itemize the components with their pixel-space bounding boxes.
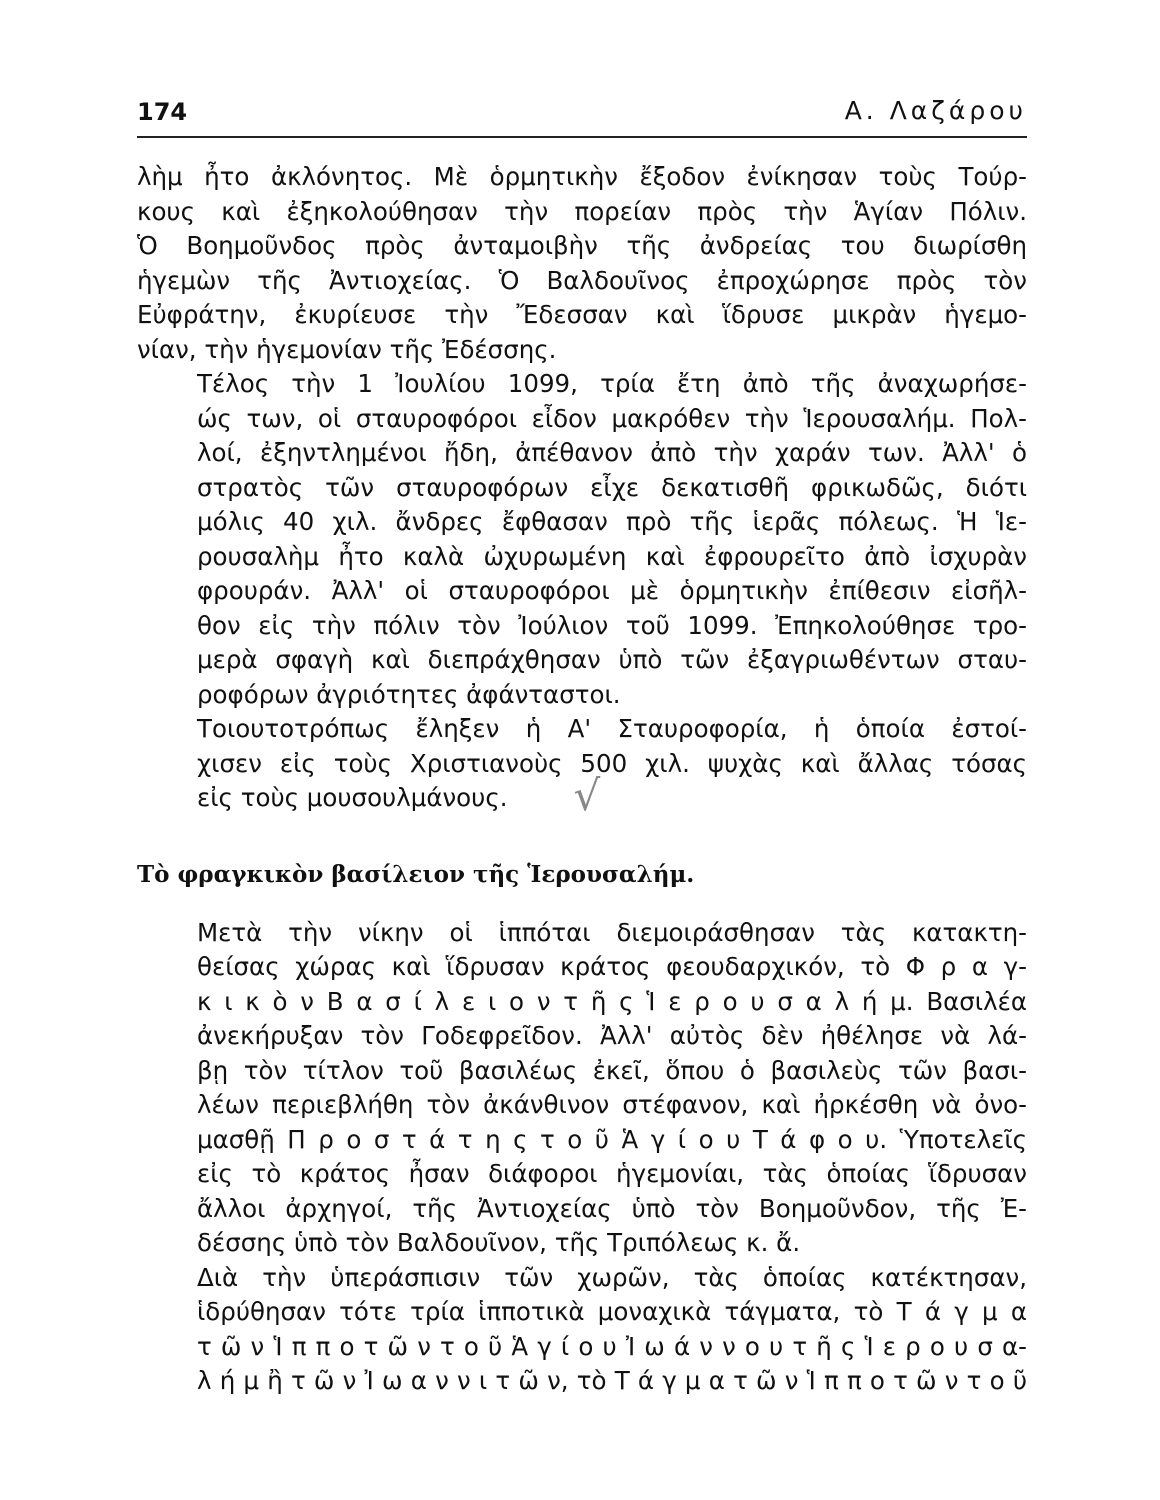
text-line: μασθῇ Π ρ ο σ τ ά τ η ς τ ο ῦ Ἁ γ ί ο υ Τ ά φ ο υ. Ὑποτελεῖς: [197, 1124, 1027, 1154]
text-line: θον εἰς τὴν πόλιν τὸν Ἰούλιον τοῦ 1099. Ἐπηκολούθησε τρο-: [197, 610, 1027, 640]
paragraph: [137, 916, 1027, 1261]
text-line: Τοιουτοτρόπως ἔληξεν ἡ Α' Σταυροφορία, ἡ ὁποία ἐστοί-: [197, 714, 1027, 743]
text-line: ροφόρων ἀγριότητες ἀφάνταστοι.: [197, 679, 621, 709]
text-line: ἱδρύθησαν τότε τρία ἱπποτικὰ μοναχικὰ τάγματα, τὸ Τ ά γ μ α: [197, 1297, 1027, 1326]
paragraph: [137, 1261, 1027, 1399]
text-line: Μετὰ τὴν νίκην οἱ ἱππόται διεμοιράσθησαν τὰς κατακτη-: [197, 917, 1027, 947]
text-line: Εὐφράτην, ἐκυρίευσε τὴν Ἔδεσσαν καὶ ἵδρυσε μικρὰν ἡγεμο-: [137, 300, 1027, 329]
paragraph: [137, 367, 1027, 712]
text-line: λ ή μ ἢ τ ῶ ν Ἰ ω α ν ν ι τ ῶ ν, τὸ Τ ά γ μ α τ ῶ ν Ἱ π π ο τ ῶ ν τ ο ῦ: [197, 1366, 1027, 1395]
page-header: [137, 96, 1027, 138]
text-line: τ ῶ ν Ἱ π π ο τ ῶ ν τ ο ῦ Ἁ γ ί ο υ Ἰ ω ά ν ν ο υ τ ῆ ς Ἱ ε ρ ο υ σ α-: [197, 1331, 1027, 1361]
text-line: δέσσης ὑπὸ τὸν Βαλδουῖνον, τῆς Τριπόλεως κ. ἄ.: [197, 1228, 801, 1257]
page-number: 174: [137, 98, 188, 126]
text-line: λὴμ ἦτο ἀκλόνητος. Μὲ ὁρμητικὴν ἔξοδον ἐνίκησαν τοὺς Τούρ-: [137, 162, 1027, 191]
running-head: Α. Λαζάρου: [844, 96, 1027, 125]
text-line: κ ι κ ὸ ν Β α σ ί λ ε ι ο ν τ ῆ ς Ἱ ε ρ ο υ σ α λ ή μ. Βασιλέα: [197, 986, 1027, 1016]
text-line: βῃ τὸν τίτλον τοῦ βασιλέως ἐκεῖ, ὅπου ὁ βασιλεὺς τῶν βασι-: [197, 1055, 1027, 1085]
text-line: φρουράν. Ἀλλ' οἱ σταυροφόροι μὲ ὁρμητικὴν ἐπίθεσιν εἰσῆλ-: [197, 576, 1027, 605]
text-line: χισεν εἰς τοὺς Χριστιανοὺς 500 χιλ. ψυχὰς καὶ ἄλλας τόσας: [197, 748, 1027, 778]
text-line: κους καὶ ἐξηκολούθησαν τὴν πορείαν πρὸς τὴν Ἁγίαν Πόλιν.: [137, 196, 1027, 226]
text-line: Ὁ Βοημοῦνδος πρὸς ἀνταμοιβὴν τῆς ἀνδρείας του διωρίσθη: [137, 231, 1027, 260]
text-line: μερὰ σφαγὴ καὶ διεπράχθησαν ὑπὸ τῶν ἐξαγριωθέντων σταυ-: [197, 645, 1027, 674]
text-line: ώς των, οἱ σταυροφόροι εἶδον μακρόθεν τὴν Ἱερουσαλήμ. Πολ-: [197, 403, 1027, 433]
text-line: ἡγεμὼν τῆς Ἀντιοχείας. Ὁ Βαλδουῖνος ἐπροχώρησε πρὸς τὸν: [137, 265, 1027, 295]
text-line: στρατὸς τῶν σταυροφόρων εἶχε δεκατισθῆ φρικωδῶς, διότι: [197, 472, 1027, 502]
text-line: ἀνεκήρυξαν τὸν Γοδεφρεῖδον. Ἀλλ' αὐτὸς δὲν ἠθέλησε νὰ λά-: [197, 1021, 1027, 1050]
text-line: εἰς τὸ κράτος ἦσαν διάφοροι ἡγεμονίαι, τὰς ὁποίας ἵδρυσαν: [197, 1159, 1027, 1188]
paragraph: [137, 712, 1027, 820]
text-line: Τέλος τὴν 1 Ἰουλίου 1099, τρία ἔτη ἀπὸ τῆς ἀναχωρήσε-: [197, 369, 1027, 398]
text-line: λοί, ἐξηντλημένοι ἤδη, ἀπέθανον ἀπὸ τὴν χαράν των. Ἀλλ' ὁ: [197, 438, 1027, 467]
text-line: θείσας χώρας καὶ ἵδρυσαν κράτος φεουδαρχικόν, τὸ Φ ρ α γ-: [197, 952, 1027, 981]
text-line: [137, 771, 1027, 820]
text-line: Διὰ τὴν ὑπεράσπισιν τῶν χωρῶν, τὰς ὁποίας κατέκτησαν,: [197, 1262, 1027, 1292]
text-line: μόλις 40 χιλ. ἄνδρες ἔφθασαν πρὸ τῆς ἱερᾶς πόλεως. Ἡ Ἱε-: [197, 507, 1027, 536]
section-heading: Τὸ φραγκικὸν βασίλειον τῆς Ἱερουσαλήμ.: [137, 860, 695, 888]
text-line: ρουσαλὴμ ἦτο καλὰ ὠχυρωμένη καὶ ἐφρουρεῖτο ἀπὸ ἰσχυρὰν: [197, 541, 1027, 571]
text-line-content: εἰς τοὺς μουσουλμάνους.: [197, 783, 508, 812]
text-line: λέων περιεβλήθη τὸν ἀκάνθινον στέφανον, καὶ ἠρκέσθη νὰ ὀνο-: [197, 1090, 1027, 1119]
paragraph: [137, 160, 1027, 367]
handwritten-check-mark: √: [573, 771, 601, 820]
text-line: νίαν, τὴν ἡγεμονίαν τῆς Ἐδέσσης.: [137, 334, 557, 364]
text-line: ἄλλοι ἀρχηγοί, τῆς Ἀντιοχείας ὑπὸ τὸν Βοημοῦνδον, τῆς Ἐ-: [197, 1193, 1027, 1223]
body-text: [137, 160, 1027, 1399]
